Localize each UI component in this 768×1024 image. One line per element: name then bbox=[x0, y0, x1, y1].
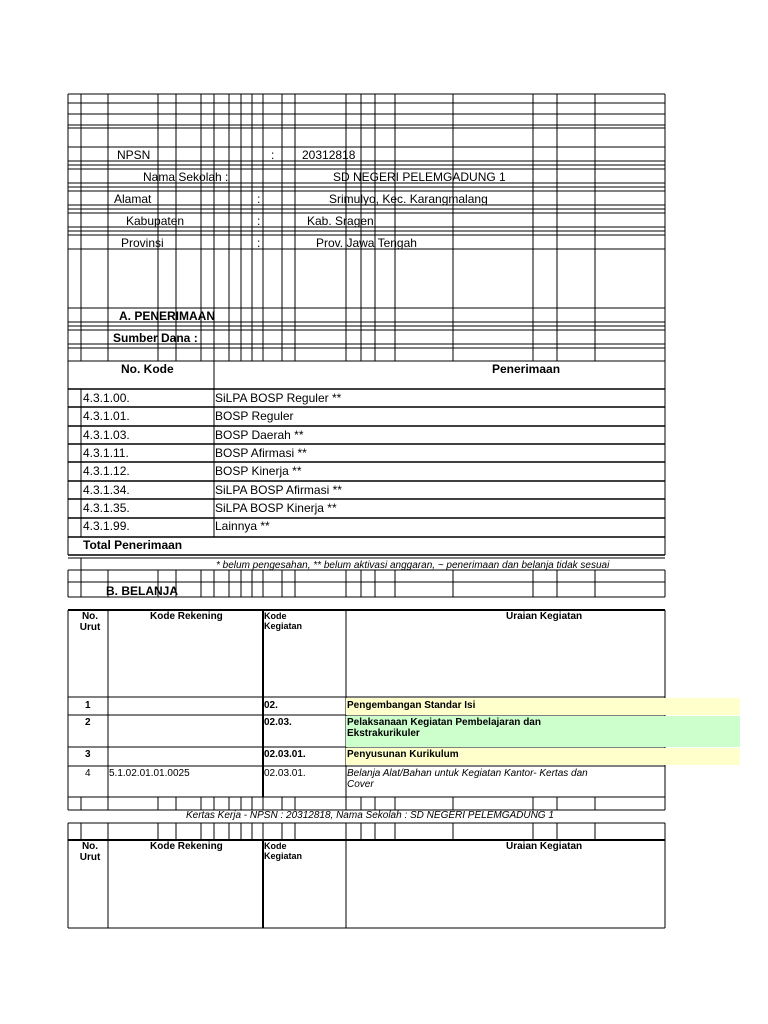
penerimaan-section-title: A. PENERIMAAN bbox=[119, 309, 216, 323]
page-footer: Kertas Kerja - NPSN : 20312818, Nama Sekolah : SD NEGERI PELEMGADUNG 1 bbox=[186, 810, 554, 821]
provinsi-label: Provinsi bbox=[121, 236, 164, 250]
column-header-no-urut: No. Urut bbox=[79, 841, 101, 863]
npsn-colon: : bbox=[271, 148, 275, 162]
npsn-value: 20312818 bbox=[302, 148, 356, 162]
column-header-kode-kegiatan: Kode Kegiatan bbox=[264, 841, 303, 861]
column-header-uraian-kegiatan: Uraian Kegiatan bbox=[506, 611, 583, 622]
alamat-value: Srimulyo, Kec. Karangmalang bbox=[329, 192, 488, 206]
column-header-kode-rekening: Kode Rekening bbox=[150, 611, 223, 622]
alamat-label: Alamat bbox=[114, 192, 152, 206]
belanja-section-title: B. BELANJA bbox=[106, 584, 179, 598]
belanja-row-uraian: Pengembangan Standar Isi bbox=[347, 700, 476, 711]
belanja-row-kegiatan: 02.03. bbox=[264, 717, 292, 728]
belanja-row-uraian: Pelaksanaan Kegiatan Pembelajaran dan Ekstrakurikuler bbox=[347, 717, 541, 739]
kabupaten-label: Kabupaten bbox=[126, 214, 185, 228]
belanja-row-uraian: Penyusunan Kurikulum bbox=[347, 749, 459, 760]
penerimaan-row-name: SiLPA BOSP Kinerja ** bbox=[215, 501, 337, 515]
belanja-row-no: 3 bbox=[85, 749, 91, 760]
penerimaan-row-kode: 4.3.1.03. bbox=[83, 428, 130, 442]
belanja-row-kegiatan: 02.03.01. bbox=[264, 749, 306, 760]
provinsi-colon: : bbox=[257, 236, 261, 250]
total-penerimaan-label: Total Penerimaan bbox=[83, 538, 183, 552]
penerimaan-row-kode: 4.3.1.12. bbox=[83, 464, 130, 478]
penerimaan-row-kode: 4.3.1.34. bbox=[83, 483, 130, 497]
belanja-row-no: 1 bbox=[85, 700, 91, 711]
kabupaten-value: Kab. Sragen bbox=[307, 214, 374, 228]
belanja-row-no: 4 bbox=[85, 768, 91, 779]
column-header-uraian-kegiatan: Uraian Kegiatan bbox=[506, 841, 583, 852]
column-header-penerimaan: Penerimaan bbox=[492, 362, 561, 376]
penerimaan-row-kode: 4.3.1.11. bbox=[83, 446, 129, 460]
penerimaan-row-name: SiLPA BOSP Afirmasi ** bbox=[215, 483, 342, 497]
column-header-no-kode: No. Kode bbox=[121, 362, 174, 376]
column-header-no-urut: No. Urut bbox=[79, 611, 101, 633]
belanja-row-kegiatan: 02.03.01. bbox=[264, 768, 306, 779]
penerimaan-row-name: BOSP Afirmasi ** bbox=[215, 446, 307, 460]
column-header-kode-kegiatan: Kode Kegiatan bbox=[264, 611, 303, 631]
penerimaan-row-name: Lainnya ** bbox=[215, 519, 270, 533]
belanja-row-kegiatan: 02. bbox=[264, 700, 278, 711]
penerimaan-row-name: BOSP Kinerja ** bbox=[215, 464, 302, 478]
belanja-row-no: 2 bbox=[85, 717, 91, 728]
alamat-colon: : bbox=[257, 192, 261, 206]
nama-sekolah-value: SD NEGERI PELEMGADUNG 1 bbox=[333, 170, 506, 184]
penerimaan-row-name: SiLPA BOSP Reguler ** bbox=[215, 391, 342, 405]
penerimaan-row-kode: 4.3.1.35. bbox=[83, 501, 130, 515]
penerimaan-row-kode: 4.3.1.99. bbox=[83, 519, 130, 533]
provinsi-value: Prov. Jawa Tengah bbox=[316, 236, 417, 250]
nama-sekolah-label: Nama Sekolah : bbox=[143, 170, 229, 184]
kabupaten-colon: : bbox=[257, 214, 261, 228]
penerimaan-row-kode: 4.3.1.00. bbox=[83, 391, 130, 405]
penerimaan-row-name: BOSP Daerah ** bbox=[215, 428, 304, 442]
column-header-kode-rekening: Kode Rekening bbox=[150, 841, 223, 852]
penerimaan-row-kode: 4.3.1.01. bbox=[83, 409, 130, 423]
footnote: * belum pengesahan, ** belum aktivasi anggaran, ~ penerimaan dan belanja tidak sesuai bbox=[216, 560, 610, 571]
sumber-dana-label: Sumber Dana : bbox=[113, 331, 198, 345]
penerimaan-row-name: BOSP Reguler bbox=[215, 409, 294, 423]
belanja-row-uraian: Belanja Alat/Bahan untuk Kegiatan Kantor- Kertas dan Cover bbox=[347, 768, 588, 790]
npsn-label: NPSN bbox=[117, 148, 151, 162]
belanja-row-rekening: 5.1.02.01.01.0025 bbox=[109, 768, 190, 779]
